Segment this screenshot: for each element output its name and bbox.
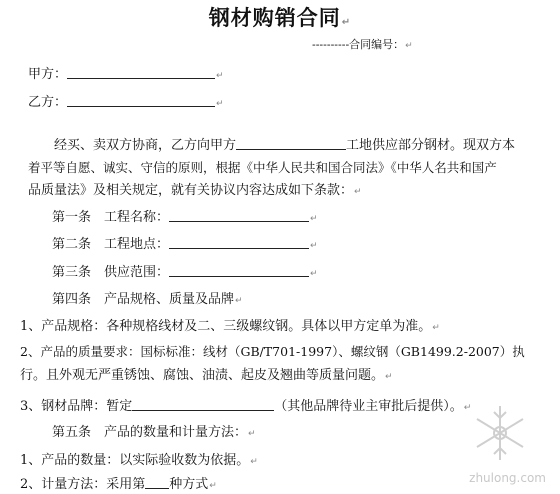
- paragraph-mark: ↵: [341, 17, 352, 28]
- intro-line-3: 品质量法》及相关规定，就有关协议内容达成如下条款：↵: [28, 183, 362, 198]
- intro-line-1: 经买、卖双方协商，乙方向甲方 工地供应部分钢材。现双方本: [54, 138, 516, 153]
- party-b-line: 乙方： ↵: [28, 95, 224, 110]
- item-3-brand: 3、钢材品牌：暂定 （其他品牌待业主审批后提供）。↵: [20, 399, 472, 414]
- project-name-blank[interactable]: [169, 209, 309, 222]
- article-1-project-name: 第一条 工程名称： ↵: [52, 210, 318, 225]
- site-blank[interactable]: [236, 137, 346, 150]
- brand-blank[interactable]: [132, 398, 274, 411]
- item-measurement-method: 2、计量方法：采用第 种方式↵: [20, 477, 217, 492]
- document-title: 钢材购销合同↵: [208, 6, 352, 30]
- article-3-supply-scope: 第三条 供应范围： ↵: [52, 265, 318, 280]
- intro-line-2: 着平等自愿、诚实、守信的原则，根据《中华人民共和国合同法》《中华人名共和国产: [28, 160, 497, 175]
- article-4-heading: 第四条 产品规格、质量及品牌↵: [52, 292, 243, 307]
- party-a-line: 甲方： ↵: [28, 67, 224, 82]
- article-2-project-location: 第二条 工程地点： ↵: [52, 237, 318, 252]
- party-b-blank[interactable]: [67, 94, 215, 107]
- item-2-quality-line-1: 2、产品的质量要求：国标标准：线材（GB/T701-1997）、螺纹钢（GB1499.2-2007）执: [20, 344, 525, 359]
- item-2-quality-line-2: 行。且外观无严重锈蚀、腐蚀、油渍、起皮及翘曲等质量问题。↵: [20, 368, 393, 383]
- item-quantity: 1、产品的数量：以实际验收数为依据。↵: [20, 453, 258, 468]
- zhulong-watermark-logo: [450, 402, 550, 488]
- contract-number-label: ----------合同编号：↵: [312, 38, 413, 51]
- watermark-text: zhulong.com: [469, 471, 546, 485]
- snowflake-icon: [477, 406, 523, 460]
- party-a-blank[interactable]: [67, 66, 215, 79]
- project-location-blank[interactable]: [169, 236, 309, 249]
- item-1-specification: 1、产品规格：各种规格线材及二、三级螺纹钢。具体以甲方定单为准。↵: [20, 319, 440, 334]
- article-5-heading: 第五条 产品的数量和计量方法：↵: [52, 425, 256, 440]
- method-number-blank[interactable]: [145, 476, 169, 489]
- supply-scope-blank[interactable]: [169, 264, 309, 277]
